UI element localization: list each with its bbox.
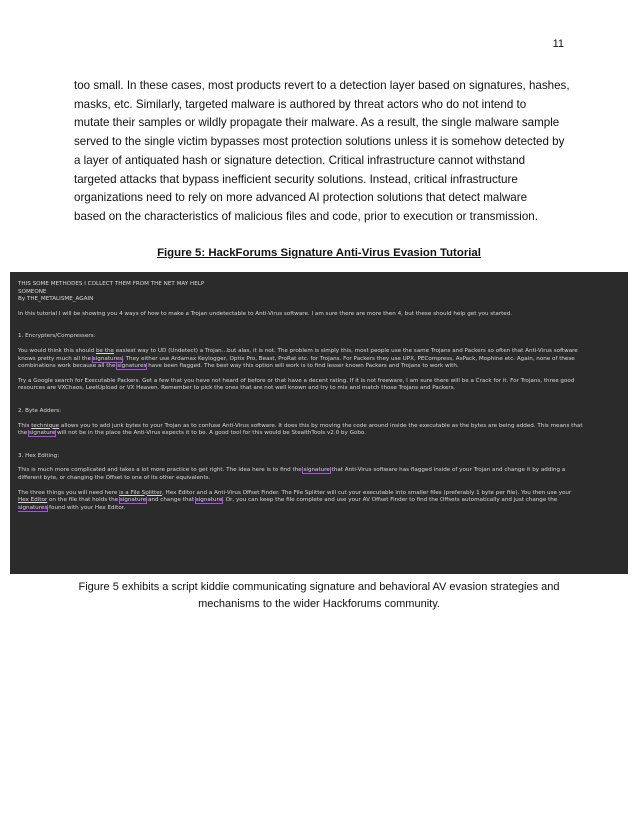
section-title: 3. Hex Editing:	[18, 452, 60, 459]
signature-highlight: signatures	[18, 504, 48, 511]
signature-highlight: signature	[119, 497, 147, 504]
underlined-text: Hex Editor	[18, 497, 48, 504]
post-line: This technique allows you to add junk bytes to your Trojan as to confuse Anti-Virus software. It does this by moving the code around inside the executable as the bytes are being added. This means that	[18, 422, 583, 429]
body-line: based on the characteristics of malicious files and code, prior to execution or transmission.	[74, 209, 538, 223]
body-line: a layer of antiquated hash or signature detection. Critical infrastructure cannot withstand	[74, 153, 526, 167]
underlined-text: technique	[31, 422, 60, 429]
body-paragraph	[74, 77, 574, 227]
figure-caption	[60, 579, 578, 613]
body-line: mutate their samples or wildly propagate their malware. As a result, the single malware sample	[74, 116, 560, 130]
post-line: signatures found with your Hex Editor.	[18, 504, 126, 511]
underlined-text: be the	[96, 347, 114, 354]
post-line: You would think this should be the easiest way to UD (Undetect) a Trojan...but alas, it is not. The problem is simply this, most people use the same Trojans and Packers so often that Anti-Virus software	[18, 347, 578, 354]
figure-title: Figure 5: HackForums Signature Anti-Virus Evasion Tutorial	[157, 247, 481, 259]
post-line: The three things you will need here is a File Splitter, Hex Editor and a Anti-Virus Offset Finder. The File Splitter will cut your executable into smaller files (preferably 1 byte per file). You then use your	[18, 489, 572, 496]
post-line: This is much more complicated and takes a lot more practice to get right. The idea here is to find the signature that Anti-Virus software has flagged inside of your Trojan and change it by adding a	[18, 467, 566, 474]
post-intro: In this tutorial I will be showing you 4 ways of how to make a Trojan undetectable to Anti-Virus software. I am sure there are more then 4, but these should help get you started.	[18, 310, 513, 317]
section-title: 1. Encrypters/Compressers:	[18, 333, 96, 340]
post-line: combinations work because all the signatures have been flagged. The best way this option will work is to find lesser known Packers and Trojans to work with.	[18, 363, 459, 370]
signature-highlight: signature	[195, 497, 223, 504]
caption-line: mechanisms to the wider Hackforums community.	[198, 598, 440, 610]
post-header: SOMEONE	[18, 288, 47, 295]
post-header: THIS SOME METHODES I COLLECT THEM FROM THE NET MAY HELP	[18, 281, 205, 287]
signature-highlight: signatures	[117, 363, 147, 370]
page-number: 11	[552, 38, 564, 50]
post-line: Try a Google search for Executable Packers. Get a few that you have not heard of before or that have a decent rating. If it is not freeware, I am sure there will be a Crack for it. For Trojans, three good	[18, 377, 575, 384]
signature-highlight: signature	[28, 430, 56, 437]
post-line: Hex Editor on the file that holds the signature and change that signature. Or, you can keep the file complete and use your AV Offset Finder to find the Offsets automatically and just change the	[18, 497, 558, 504]
underlined-text: is a File Splitter	[119, 489, 162, 496]
body-line: too small. In these cases, most products revert to a detection layer based on signatures, hashes,	[74, 79, 570, 92]
post-line: different byte, or changing the Offset to one of its other equivalents.	[18, 474, 211, 481]
post-author: By THE_METALISME_AGAIN	[18, 296, 94, 303]
body-line: organizations need to rely on more advanced AI protection solutions that detect malware	[74, 191, 528, 205]
caption-line: Figure 5 exhibits a script kiddie communicating signature and behavioral AV evasion strategies and	[78, 581, 560, 593]
signature-highlight: signature	[303, 467, 330, 474]
body-line: targeted attacks that bypass inefficient security solutions. Instead, critical infrastructure	[74, 172, 518, 186]
post-line: resources are VXChaos, LeetUpload or VX Heaven. Remember to pick the ones that are not well known and try to mix and match those Trojans and Packers.	[18, 385, 456, 392]
body-line: masks, etc. Similarly, targeted malware is authored by threat actors who do not intend to	[74, 97, 527, 111]
signature-highlight: signatures	[92, 355, 123, 362]
post-line: knows pretty much all the signatures. They either use Ardamax Keylogger, Optix Pro, Beast, ProRat etc. for Trojans. For Packers they use UPX, PECompress, AsPack, Mophine etc. Again, none of these	[18, 355, 575, 362]
body-line: served to the single victim bypasses most protection solutions unless it is somehow detected by	[74, 135, 565, 149]
post-line: the signature will not be in the place the Anti-Virus expects it to be. A good tool for this would be StealthTools v2.0 by Gobo.	[18, 430, 366, 437]
section-title: 2. Byte Adders:	[18, 407, 62, 414]
forum-post-screenshot	[10, 272, 628, 574]
